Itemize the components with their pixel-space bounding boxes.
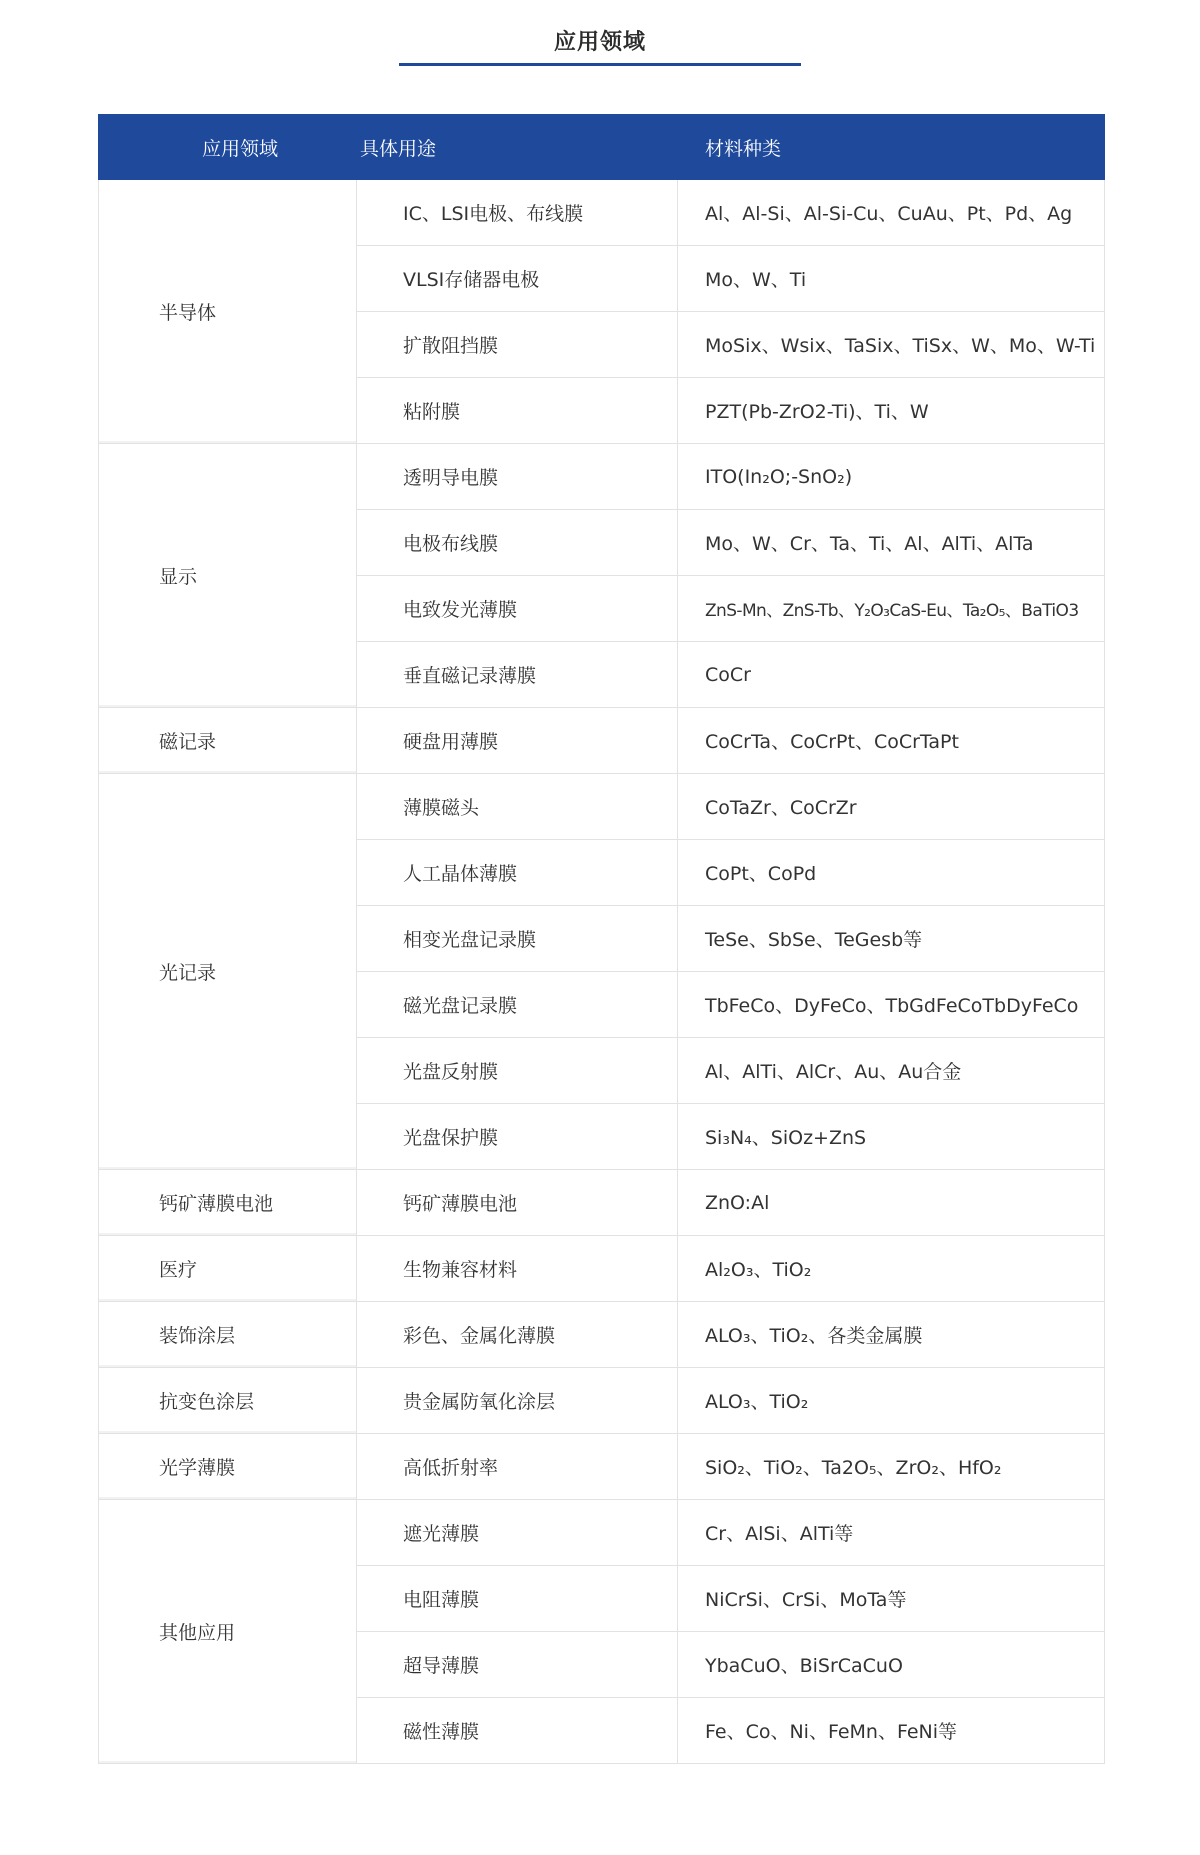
use-cell: 电极布线膜 <box>357 510 678 576</box>
use-cell: 扩散阻挡膜 <box>357 312 678 378</box>
use-cell: 遮光薄膜 <box>357 1500 678 1566</box>
material-cell: Fe、Co、Ni、FeMn、FeNi等 <box>678 1698 1105 1764</box>
use-cell: 电致发光薄膜 <box>357 576 678 642</box>
use-cell: 磁性薄膜 <box>357 1698 678 1764</box>
use-cell: 贵金属防氧化涂层 <box>357 1368 678 1434</box>
domain-cell: 抗变色涂层 <box>99 1368 357 1434</box>
use-cell: VLSI存储器电极 <box>357 246 678 312</box>
page-title: 应用领域 <box>553 30 646 55</box>
domain-cell: 钙矿薄膜电池 <box>99 1170 357 1236</box>
application-table <box>98 114 1105 1764</box>
use-cell: 透明导电膜 <box>357 444 678 510</box>
header-domain: 应用领域 <box>99 115 357 180</box>
use-cell: 钙矿薄膜电池 <box>357 1170 678 1236</box>
material-cell: SiO₂、TiO₂、Ta2O₅、ZrO₂、HfO₂ <box>678 1434 1105 1500</box>
domain-cell: 磁记录 <box>99 708 357 774</box>
material-cell: ALO₃、TiO₂ <box>678 1368 1105 1434</box>
use-cell: 电阻薄膜 <box>357 1566 678 1632</box>
use-cell: 磁光盘记录膜 <box>357 972 678 1038</box>
table-row <box>99 708 1105 774</box>
use-cell: 硬盘用薄膜 <box>357 708 678 774</box>
table-header-row <box>99 115 1105 180</box>
material-cell: YbaCuO、BiSrCaCuO <box>678 1632 1105 1698</box>
material-cell: NiCrSi、CrSi、MoTa等 <box>678 1566 1105 1632</box>
material-cell: ITO(In₂O;-SnO₂) <box>678 444 1105 510</box>
domain-cell: 半导体 <box>99 180 357 444</box>
header-use: 具体用途 <box>357 115 678 180</box>
use-cell: 光盘反射膜 <box>357 1038 678 1104</box>
domain-cell: 医疗 <box>99 1236 357 1302</box>
material-cell: Al₂O₃、TiO₂ <box>678 1236 1105 1302</box>
table-row <box>99 444 1105 510</box>
table-row <box>99 1302 1105 1368</box>
material-cell: Mo、W、Cr、Ta、Ti、Al、AlTi、AlTa <box>678 510 1105 576</box>
table-row <box>99 774 1105 840</box>
table-row <box>99 180 1105 246</box>
use-cell: 人工晶体薄膜 <box>357 840 678 906</box>
domain-cell: 光学薄膜 <box>99 1434 357 1500</box>
header-material: 材料种类 <box>678 115 1105 180</box>
table-row <box>99 1500 1105 1566</box>
material-cell: Cr、AlSi、AlTi等 <box>678 1500 1105 1566</box>
domain-cell: 装饰涂层 <box>99 1302 357 1368</box>
material-cell: ALO₃、TiO₂、各类金属膜 <box>678 1302 1105 1368</box>
use-cell: 生物兼容材料 <box>357 1236 678 1302</box>
use-cell: 超导薄膜 <box>357 1632 678 1698</box>
table-row <box>99 1434 1105 1500</box>
use-cell: 彩色、金属化薄膜 <box>357 1302 678 1368</box>
material-cell: ZnO:Al <box>678 1170 1105 1236</box>
material-cell: Mo、W、Ti <box>678 246 1105 312</box>
title-underline <box>399 63 801 66</box>
material-cell: Al、AlTi、AlCr、Au、Au合金 <box>678 1038 1105 1104</box>
domain-cell: 显示 <box>99 444 357 708</box>
use-cell: 垂直磁记录薄膜 <box>357 642 678 708</box>
table-row <box>99 1170 1105 1236</box>
table-row <box>99 1236 1105 1302</box>
material-cell: ZnS-Mn、ZnS-Tb、Y₂O₃CaS-Eu、Ta₂O₅、BaTiO3 <box>678 576 1105 642</box>
use-cell: 薄膜磁头 <box>357 774 678 840</box>
material-cell: MoSix、Wsix、TaSix、TiSx、W、Mo、W-Ti <box>678 312 1105 378</box>
domain-cell: 其他应用 <box>99 1500 357 1764</box>
domain-cell: 光记录 <box>99 774 357 1170</box>
use-cell: 高低折射率 <box>357 1434 678 1500</box>
material-cell: CoCr <box>678 642 1105 708</box>
material-cell: Si₃N₄、SiOz+ZnS <box>678 1104 1105 1170</box>
material-cell: TbFeCo、DyFeCo、TbGdFeCoTbDyFeCo <box>678 972 1105 1038</box>
material-cell: CoCrTa、CoCrPt、CoCrTaPt <box>678 708 1105 774</box>
material-cell: CoPt、CoPd <box>678 840 1105 906</box>
use-cell: 光盘保护膜 <box>357 1104 678 1170</box>
table-row <box>99 1368 1105 1434</box>
material-cell: CoTaZr、CoCrZr <box>678 774 1105 840</box>
use-cell: IC、LSI电极、布线膜 <box>357 180 678 246</box>
use-cell: 粘附膜 <box>357 378 678 444</box>
material-cell: TeSe、SbSe、TeGesb等 <box>678 906 1105 972</box>
material-cell: Al、Al-Si、Al-Si-Cu、CuAu、Pt、Pd、Ag <box>678 180 1105 246</box>
material-cell: PZT(Pb-ZrO2-Ti)、Ti、W <box>678 378 1105 444</box>
use-cell: 相变光盘记录膜 <box>357 906 678 972</box>
